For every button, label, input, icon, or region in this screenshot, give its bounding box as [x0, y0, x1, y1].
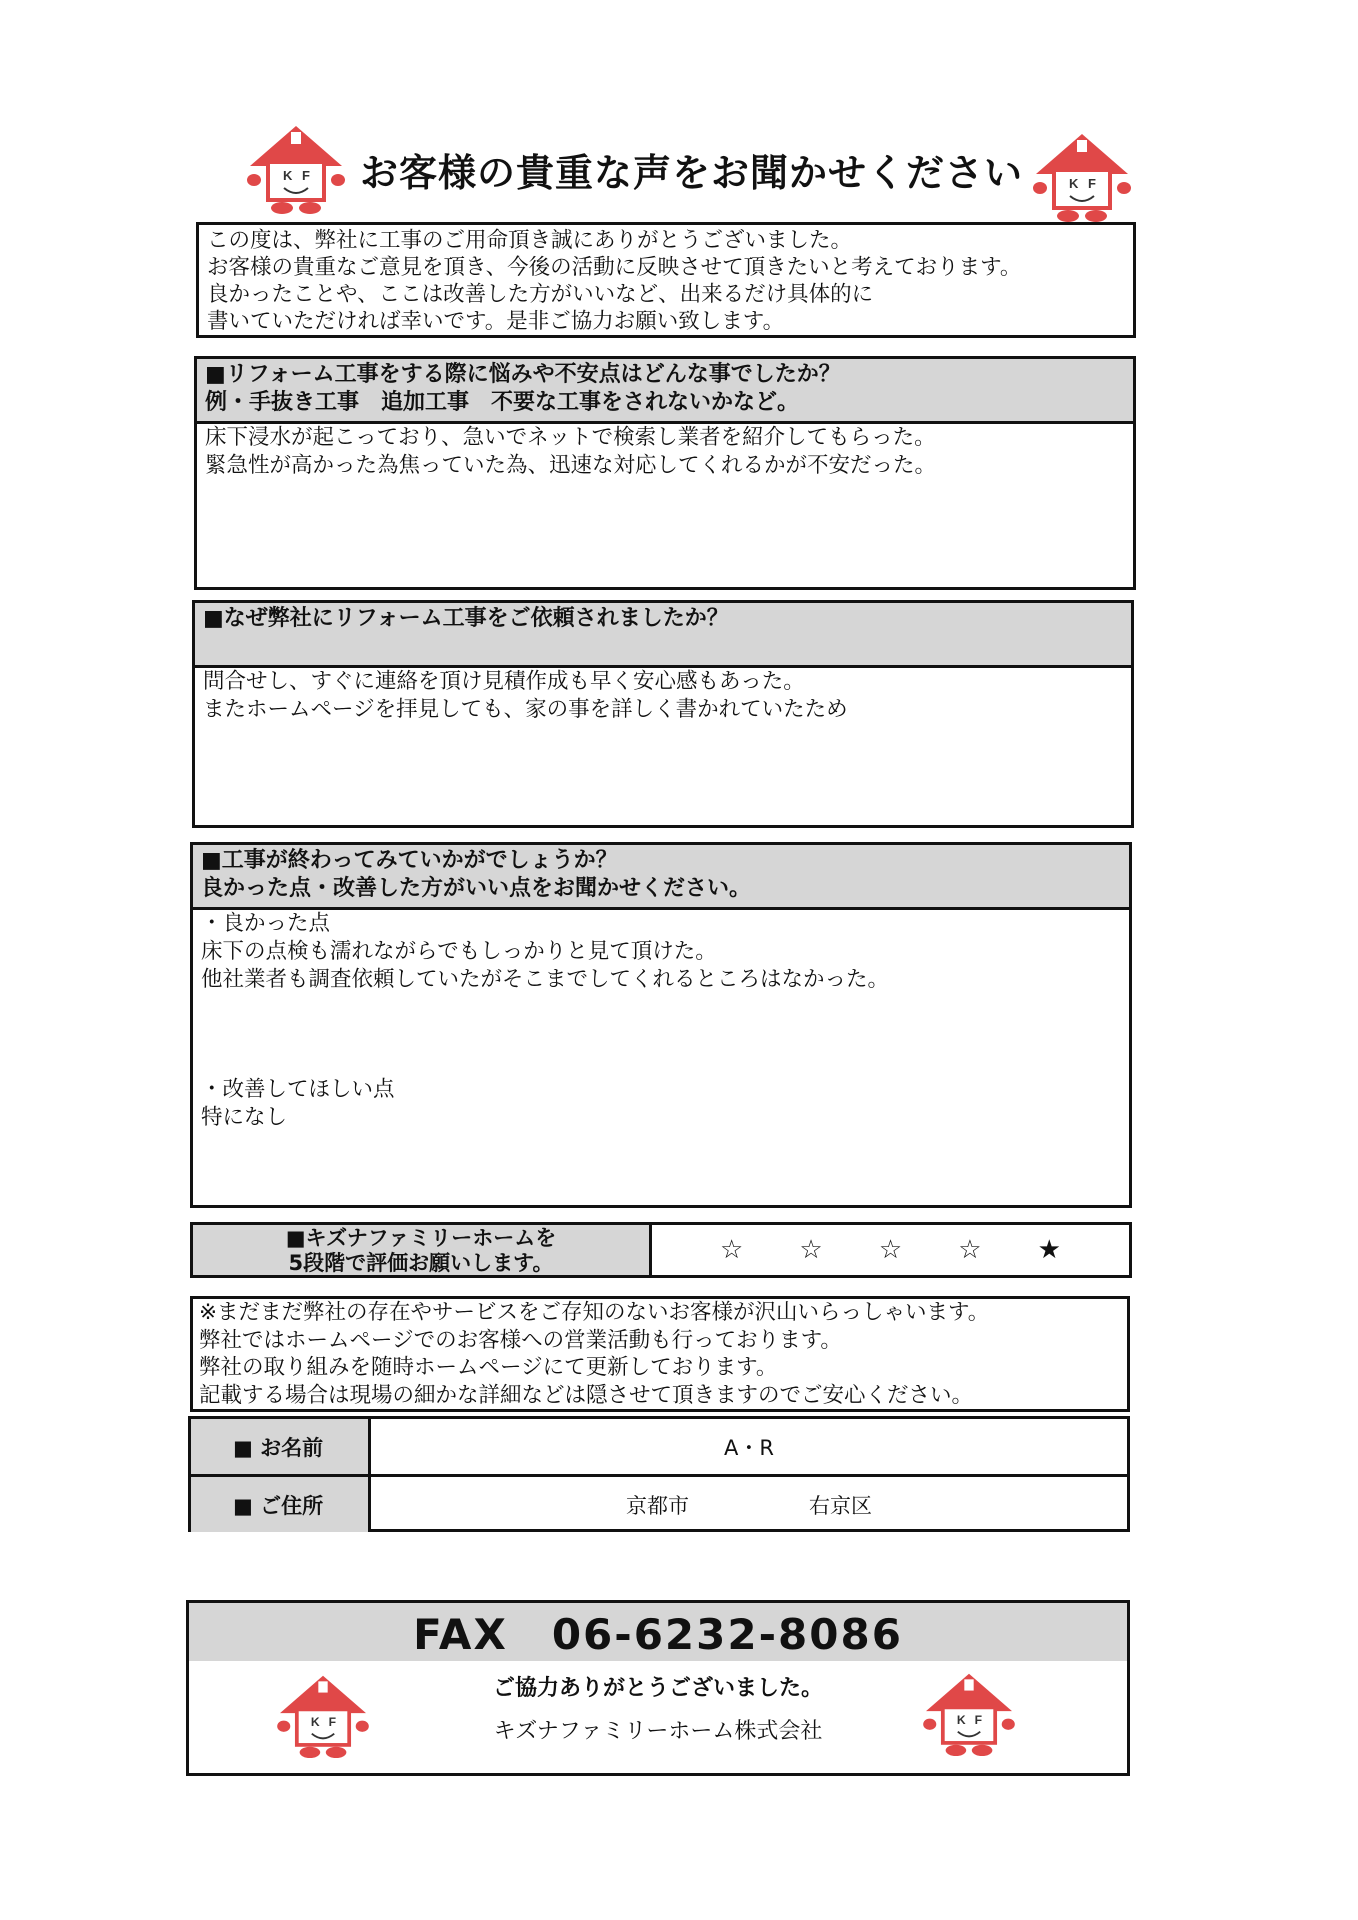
- logo-letter-k: K: [956, 1713, 966, 1728]
- intro-line: お客様の貴重なご意見を頂き、今後の活動に反映させて頂きたいと考えております。: [207, 255, 1022, 280]
- question-heading-line: 良かった点・改善した方がいい点をお聞かせください。: [201, 876, 752, 901]
- rating-label-line: 5段階で評価お願いします。: [288, 1251, 554, 1275]
- logo-letter-k: K: [1069, 176, 1079, 191]
- question-heading-line: ■なぜ弊社にリフォーム工事をご依頼されましたか？: [203, 606, 729, 631]
- name-value[interactable]: A・R: [724, 1435, 774, 1460]
- address-value[interactable]: [371, 1477, 1127, 1532]
- rating-box: [190, 1222, 1132, 1278]
- address-ward: 右京区: [809, 1493, 872, 1518]
- name-row: [191, 1419, 1127, 1474]
- notice-line: 記載する場合は現場の細かな詳細などは隠させて頂きますのでご安心ください。: [199, 1382, 974, 1408]
- intro-box: [196, 222, 1136, 338]
- answer-line: 他社業者も調査依頼していたがそこまでしてくれるところはなかった。: [201, 967, 890, 992]
- question-1-box: [194, 356, 1136, 590]
- question-3-heading: [193, 845, 1129, 910]
- kf-logo-icon: [1032, 130, 1132, 222]
- question-3-answer: [193, 910, 1129, 1132]
- page-title: お客様の貴重な声をお聞かせください: [360, 151, 1024, 195]
- notice-line: ※まだまだ弊社の存在やサービスをご存知のないお客様が沢山いらっしゃいます。: [199, 1300, 990, 1325]
- logo-letter-f: F: [302, 168, 310, 183]
- star-icon[interactable]: ☆: [799, 1235, 823, 1265]
- kf-logo-icon: [276, 1672, 370, 1758]
- star-rating[interactable]: [652, 1225, 1129, 1275]
- name-label: ■ お名前: [191, 1419, 371, 1474]
- answer-line: 問合せし、すぐに連絡を頂け見積作成も早く安心感もあった。: [203, 669, 805, 694]
- kf-logo-icon: [246, 122, 346, 214]
- star-icon[interactable]: ★: [1037, 1235, 1061, 1265]
- star-icon[interactable]: ☆: [958, 1235, 982, 1265]
- question-1-answer: [197, 424, 1133, 480]
- customer-info-table: [188, 1416, 1130, 1532]
- question-heading-line: ■リフォーム工事をする際に悩みや不安点はどんな事でしたか？: [205, 362, 841, 387]
- star-icon[interactable]: ☆: [720, 1235, 744, 1265]
- star-icon[interactable]: ☆: [878, 1235, 903, 1265]
- logo-letter-f: F: [974, 1713, 983, 1728]
- logo-letter-k: K: [310, 1715, 320, 1730]
- intro-line: この度は、弊社に工事のご用命頂き誠にありがとうございました。: [207, 228, 853, 253]
- notice-line: 弊社ではホームページでのお客様への営業活動も行っております。: [199, 1327, 842, 1353]
- question-3-box: [190, 842, 1132, 1208]
- address-label: ■ ご住所: [191, 1477, 371, 1532]
- question-heading-line: 例・手抜き工事 追加工事 不要な工事をされないかなど。: [205, 390, 800, 415]
- answer-line: 床下の点検も濡れながらでもしっかりと見て頂けた。: [201, 939, 717, 964]
- answer-line: 特になし: [201, 1105, 288, 1130]
- question-2-box: [192, 600, 1134, 828]
- notice-box: [190, 1296, 1130, 1412]
- logo-letter-k: K: [283, 168, 293, 183]
- rating-label-line: ■キズナファミリーホームを: [285, 1226, 557, 1250]
- answer-line: 緊急性が高かった為焦っていた為、迅速な対応してくれるかが不安だった。: [205, 453, 937, 478]
- intro-line: 良かったことや、ここは改善した方がいいなど、出来るだけ具体的に: [207, 282, 874, 307]
- improve-points-label: ・改善してほしい点: [201, 1077, 395, 1102]
- question-2-answer: [195, 668, 1131, 724]
- intro-line: 書いていただければ幸いです。是非ご協力お願い致します。: [207, 309, 785, 334]
- answer-line: 床下浸水が起こっており、急いでネットで検索し業者を紹介してもらった。: [205, 425, 936, 450]
- address-row: [191, 1474, 1127, 1532]
- thanks-message: ご協力ありがとうございました。: [492, 1676, 823, 1701]
- question-heading-line: ■工事が終わってみていかがでしょうか？: [201, 848, 618, 873]
- logo-letter-f: F: [328, 1715, 337, 1730]
- fax-number: FAX 06-6232-8086: [189, 1603, 1127, 1661]
- rating-label: [193, 1225, 652, 1275]
- address-city: 京都市: [626, 1493, 689, 1518]
- logo-letter-f: F: [1088, 176, 1096, 191]
- company-name: キズナファミリーホーム株式会社: [493, 1719, 823, 1744]
- notice-line: 弊社の取り組みを随時ホームページにて更新しております。: [199, 1355, 778, 1380]
- kf-logo-icon: [922, 1670, 1016, 1756]
- good-points-label: ・良かった点: [201, 911, 331, 936]
- question-1-heading: [197, 359, 1133, 424]
- answer-line: またホームページを拝見しても、家の事を詳しく書かれていたため: [203, 697, 848, 722]
- question-2-heading: [195, 603, 1131, 668]
